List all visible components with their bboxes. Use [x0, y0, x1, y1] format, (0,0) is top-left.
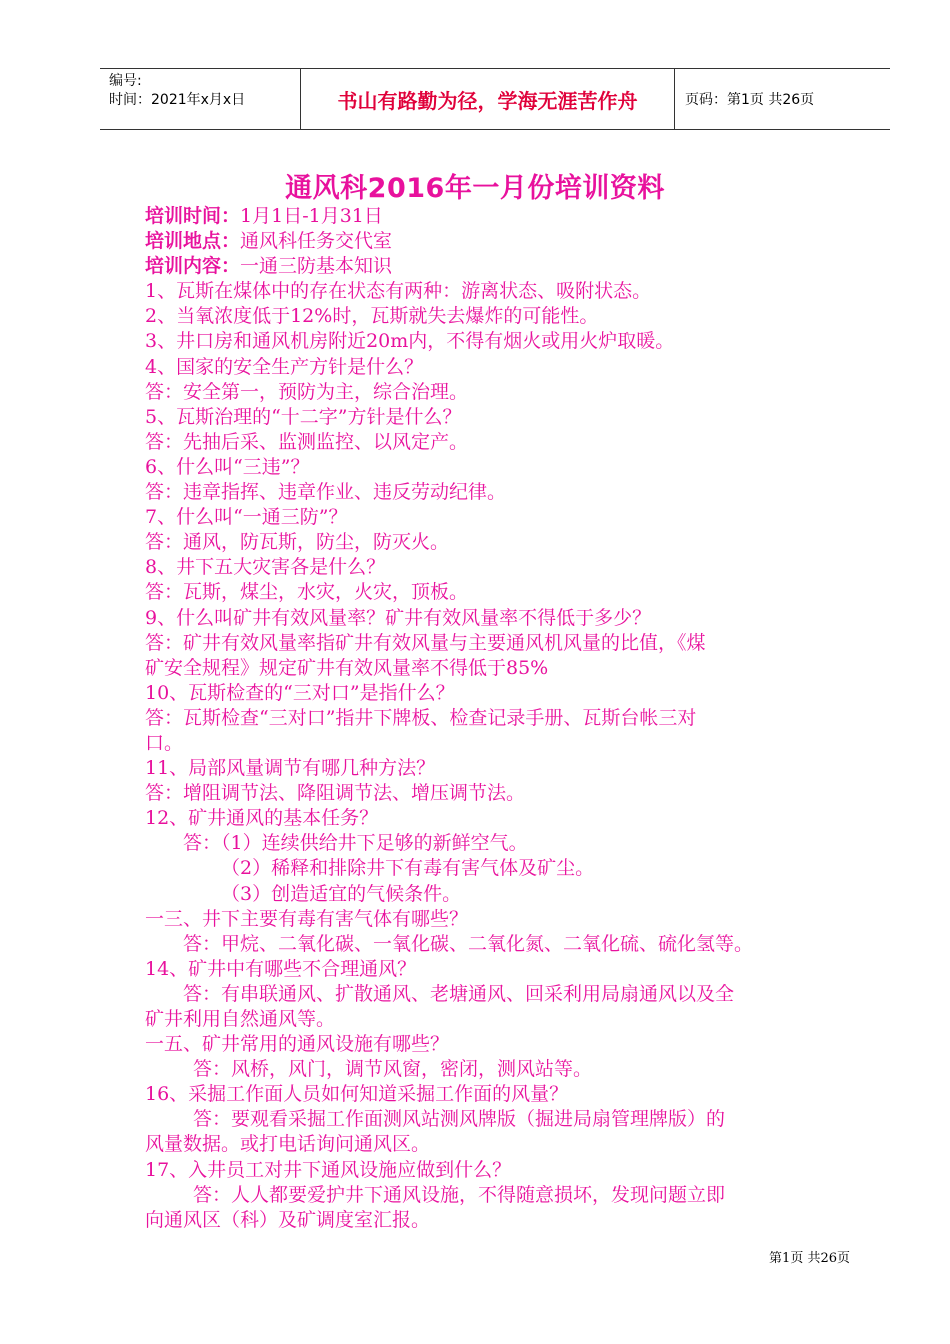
document-time-label: 时间：2021年x月x日 [109, 92, 246, 108]
body-line: 17、入井员工对井下通风设施应做到什么？ [145, 1158, 512, 1181]
training-content-value: 一通三防基本知识 [240, 255, 393, 278]
body-line: 6、什么叫“三违”？ [145, 455, 310, 478]
body-line: 答：违章指挥、违章作业、违反劳动纪律。 [145, 481, 507, 504]
header-meta-cell [100, 69, 301, 129]
document-title: 通风科2016年一月份培训资料 [285, 173, 665, 204]
body-line: 答：（1）连续供给井下足够的新鲜空气。 [183, 832, 528, 855]
body-line: （2）稀释和排除井下有毒有害气体及矿尘。 [221, 857, 595, 880]
body-line: 矿井利用自然通风等。 [145, 1008, 336, 1030]
training-content-label: 培训内容： [145, 255, 241, 278]
body-line: 答：人人都要爱护井下通风设施，不得随意损坏，发现问题立即 [193, 1183, 726, 1206]
body-line: 答：增阻调节法、降阻调节法、增压调节法。 [145, 782, 526, 805]
body-line: 2、当氧浓度低于12%时，瓦斯就失去爆炸的可能性。 [145, 305, 599, 328]
training-location-row [145, 229, 850, 254]
body-line: 3、井口房和通风机房附近20m内，不得有烟火或用火炉取暖。 [145, 330, 675, 353]
body-line: 8、井下五大灾害各是什么？ [145, 556, 386, 579]
training-time-value: 1月1日-1月31日 [240, 205, 383, 227]
body-line: 答：有串联通风、扩散通风、老塘通风、回采利用局扇通风以及全 [183, 982, 735, 1005]
body-line: 一五、矿井常用的通风设施有哪些？ [145, 1033, 450, 1056]
page-header [100, 68, 890, 130]
body-line: 口。 [145, 731, 184, 754]
header-page-info: 页码：第1页 共26页 [685, 92, 815, 108]
body-line: 7、什么叫“一通三防”？ [145, 506, 348, 529]
body-line: 答：安全第一，预防为主，综合治理。 [145, 380, 469, 403]
document-number-label: 编号: [109, 73, 142, 89]
body-line: 答：先抽后采、监测监控、以风定产。 [145, 430, 469, 453]
training-location-label: 培训地点： [145, 230, 241, 253]
body-line: 16、采掘工作面人员如何知道采掘工作面的风量？ [145, 1083, 569, 1106]
body-line: 答：瓦斯检查“三对口”指井下牌板、检查记录手册、瓦斯台帐三对 [145, 706, 697, 729]
body-line: 向通风区（科）及矿调度室汇报。 [145, 1208, 431, 1231]
body-line: 答：要观看采掘工作面测风站测风牌版（掘进局扇管理牌版）的 [193, 1108, 726, 1131]
body-line: 风量数据。或打电话询问通风区。 [145, 1133, 431, 1156]
header-motto: 书山有路勤为径，学海无涯苦作舟 [301, 69, 675, 129]
body-line: 5、瓦斯治理的“十二字”方针是什么？ [145, 405, 462, 428]
body-line: 一三、井下主要有毒有害气体有哪些？ [145, 907, 469, 930]
body-line: 1、瓦斯在煤体中的存在状态有两种：游离状态、吸附状态。 [145, 280, 652, 303]
training-content-row [145, 254, 850, 279]
body-line: 答：瓦斯，煤尘，水灾，火灾，顶板。 [145, 581, 469, 604]
training-time-label: 培训时间： [145, 205, 241, 227]
body-line: 答：风桥，风门，调节风窗，密闭，测风站等。 [193, 1058, 593, 1081]
page-footer: 第1页 共26页 [769, 1251, 850, 1266]
training-location-value: 通风科任务交代室 [240, 230, 393, 253]
body-line: （3）创造适宜的气候条件。 [221, 882, 462, 905]
body-line: 11、局部风量调节有哪几种方法？ [145, 757, 436, 780]
body-line: 9、什么叫矿井有效风量率？矿井有效风量率不得低于多少？ [145, 606, 652, 629]
body-line: 12、矿井通风的基本任务？ [145, 807, 379, 830]
training-time-row [145, 204, 850, 229]
body-line: 14、矿井中有哪些不合理通风？ [145, 957, 417, 980]
body-line: 答：通风，防瓦斯，防尘，防灭火。 [145, 531, 450, 554]
body-line: 答：矿井有效风量率指矿井有效风量与主要通风机风量的比值，《煤 [145, 631, 706, 654]
body-line: 答：甲烷、二氧化碳、一氧化碳、二氧化氮、二氧化硫、硫化氢等。 [183, 932, 754, 955]
body-line: 4、国家的安全生产方针是什么？ [145, 355, 424, 378]
body-line: 10、瓦斯检查的“三对口”是指什么？ [145, 681, 455, 704]
document-body [145, 204, 850, 1233]
body-line: 矿安全规程》规定矿井有效风量率不得低于85% [145, 656, 549, 679]
